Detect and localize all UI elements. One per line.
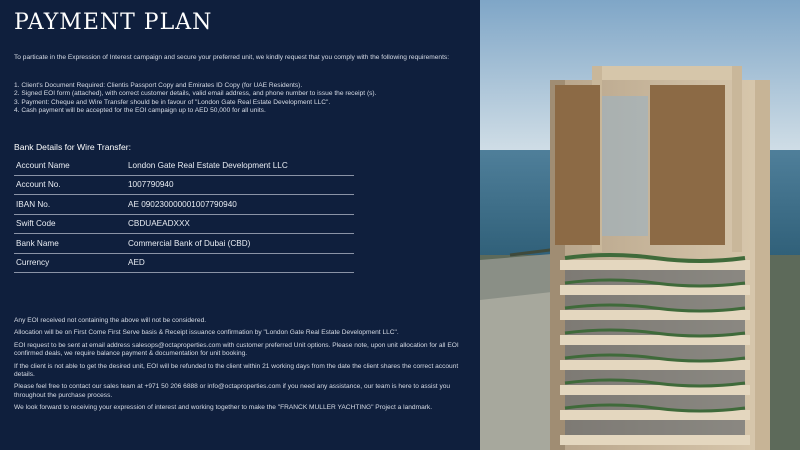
bank-details-heading: Bank Details for Wire Transfer: (14, 142, 132, 152)
requirement-item: 2. Signed EOI form (attached), with correct customer details, valid email address, and phone number to issue the receipt (s). (14, 90, 377, 98)
bank-row-value: AE 090230000001007790940 (128, 199, 237, 209)
bank-row-label: Swift Code (16, 219, 56, 229)
bank-row-value: 1007790940 (128, 180, 174, 190)
bank-row-currency (14, 254, 354, 274)
bank-row-value: London Gate Real Estate Development LLC (128, 160, 288, 170)
requirement-item: 3. Payment: Cheque and Wire Transfer should be in favour of "London Gate Real Estate Development LLC". (14, 98, 331, 106)
bank-row-swift (14, 215, 354, 235)
bank-row-value: Commercial Bank of Dubai (CBD) (128, 238, 251, 248)
note-paragraph: Any EOI received not containing the above will not be considered. (14, 317, 207, 324)
bank-row-value: CBDUAEADXXX (128, 219, 190, 229)
bank-row-label: Bank Name (16, 238, 59, 248)
bank-row-bank-name (14, 234, 354, 254)
note-paragraph: EOI request to be sent at email address salesops@octaproperties.com with customer preferred Unit options. Please note, upon unit allocation for all EOI confirmed deals, we require balance payment & documentation for unit booking. (14, 341, 459, 358)
notes-section (14, 317, 472, 417)
bank-row-account-name (14, 156, 354, 176)
bank-details-table (14, 156, 354, 273)
bank-row-label: Account Name (16, 160, 70, 170)
bank-row-label: Currency (16, 258, 50, 268)
note-paragraph: We look forward to receiving your expression of interest and working together to make the "FRANCK MULLER YACHTING" Project a landmark. (14, 404, 433, 412)
bank-row-value: AED (128, 258, 145, 268)
intro-text: To particate in the Expression of Interest campaign and secure your preferred unit, we kindly request that you comply with the following requirements: (14, 54, 450, 61)
requirement-item: 1. Client's Document Required: Clientis Passport Copy and Emirates ID Copy (for UAE Residents). (14, 82, 303, 89)
tower-render-illustration (480, 0, 800, 450)
bank-row-account-no (14, 176, 354, 196)
note-paragraph: Allocation will be on First Come First Serve basis & Receipt issuance confirmation by "London Gate Real Estate Development LLC". (14, 329, 399, 337)
note-paragraph: Please feel free to contact our sales team at +971 50 206 6888 or info@octaproperties.com if you need any assistance, our team is here to assist you throughout the purchase process. (14, 383, 451, 399)
requirements-list (14, 82, 469, 116)
bank-row-label: Account No. (16, 180, 61, 190)
tower-render-image (480, 0, 800, 450)
bank-row-label: IBAN No. (16, 199, 51, 209)
bank-row-iban (14, 195, 354, 215)
note-paragraph: If the client is not able to get the desired unit, EOI will be refunded to the client within 21 working days from the date the client shares the correct account details. (14, 362, 459, 379)
requirement-item: 4. Cash payment will be accepted for the EOI campaign up to AED 50,000 for all units. (14, 107, 266, 115)
page-title: PAYMENT PLAN (14, 10, 213, 35)
